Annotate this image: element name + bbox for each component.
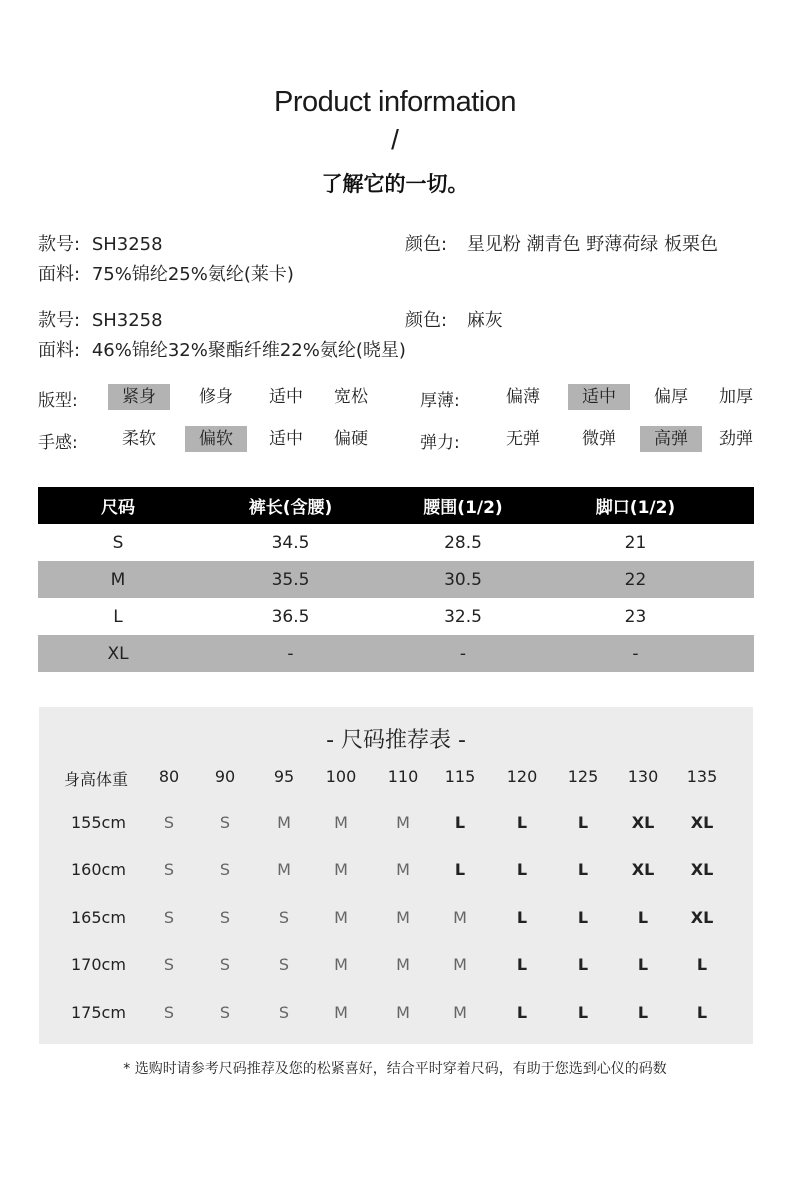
table-cell: 28.5 — [444, 532, 482, 553]
recommended-size-cell: S — [163, 908, 175, 927]
recommended-size-cell: S — [219, 955, 231, 974]
recommendation-title: - 尺码推荐表 - — [326, 728, 466, 753]
table-cell: 21 — [624, 532, 647, 553]
recommended-size-cell: M — [396, 908, 410, 927]
color-value: 星见粉 潮青色 野薄荷绿 板栗色 — [466, 234, 718, 255]
product-1-colors — [405, 230, 718, 256]
recommended-size-cell: L — [637, 955, 649, 974]
weight-header: 135 — [686, 767, 718, 786]
recommended-size-cell: L — [516, 813, 528, 832]
recommended-size-cell: M — [277, 813, 291, 832]
recommended-size-cell: M — [334, 1003, 348, 1022]
recommended-size-cell: M — [396, 1003, 410, 1022]
weight-header: 95 — [273, 767, 295, 786]
fit-label: 版型: — [38, 391, 78, 411]
fit-option: 紧身 — [108, 384, 170, 410]
feel-option: 偏硬 — [334, 429, 368, 449]
recommended-size-cell: S — [219, 908, 231, 927]
recommended-size-cell: S — [219, 813, 231, 832]
column-header: 裤长(含腰) — [248, 498, 333, 518]
recommended-size-cell: M — [453, 908, 467, 927]
size-table — [38, 487, 754, 672]
table-row — [38, 561, 754, 598]
recommended-size-cell: L — [577, 860, 589, 879]
height-label: 170cm — [71, 955, 126, 974]
recommended-size-cell: M — [453, 1003, 467, 1022]
table-cell: 30.5 — [444, 569, 482, 590]
thickness-option: 偏厚 — [654, 387, 688, 407]
footnote: * 选购时请参考尺码推荐及您的松紧喜好，结合平时穿着尺码，有助于您选到心仪的码数 — [123, 1061, 667, 1077]
height-label: 175cm — [71, 1003, 126, 1022]
recommended-size-cell: M — [396, 955, 410, 974]
table-cell: 32.5 — [444, 606, 482, 627]
recommended-size-cell: M — [334, 813, 348, 832]
table-row — [38, 635, 754, 672]
recommended-size-cell: S — [163, 1003, 175, 1022]
fabric-label: 面料: — [38, 264, 81, 285]
elasticity-option: 无弹 — [506, 429, 540, 449]
elasticity-option: 高弹 — [640, 426, 702, 452]
thickness-option: 适中 — [568, 384, 630, 410]
fabric-value: 75%锦纶25%氨纶(莱卡) — [91, 264, 294, 285]
column-header: 尺码 — [101, 498, 135, 518]
recommended-size-cell: L — [577, 813, 589, 832]
recommended-size-cell: L — [696, 955, 708, 974]
size-recommendation-panel — [39, 707, 753, 1044]
recommended-size-cell: M — [453, 955, 467, 974]
page-title: Product information — [274, 86, 516, 118]
recommended-size-cell: M — [334, 955, 348, 974]
weight-header: 115 — [444, 767, 476, 786]
table-cell: 23 — [624, 606, 647, 627]
recommended-size-cell: M — [334, 860, 348, 879]
elasticity-option: 微弹 — [582, 429, 616, 449]
elasticity-label: 弹力: — [420, 433, 460, 453]
recommended-size-cell: XL — [690, 860, 714, 879]
product-1-fabric — [38, 260, 294, 286]
recommended-size-cell: S — [163, 955, 175, 974]
fit-option: 修身 — [199, 387, 233, 407]
elasticity-option: 劲弹 — [719, 429, 753, 449]
model-label: 款号: — [38, 310, 81, 331]
feel-label: 手感: — [38, 433, 78, 453]
page-subtitle: 了解它的一切。 — [321, 172, 469, 196]
recommended-size-cell: L — [696, 1003, 708, 1022]
recommended-size-cell: S — [278, 1003, 290, 1022]
recommended-size-cell: L — [454, 860, 466, 879]
recommended-size-cell: S — [163, 813, 175, 832]
fabric-value: 46%锦纶32%聚酯纤维22%氨纶(晓星) — [91, 340, 406, 361]
product-2-fabric — [38, 336, 406, 362]
weight-header: 130 — [627, 767, 659, 786]
recommended-size-cell: S — [278, 908, 290, 927]
height-label: 165cm — [71, 908, 126, 927]
table-row — [38, 524, 754, 561]
table-cell: S — [112, 532, 124, 553]
fabric-label: 面料: — [38, 340, 81, 361]
recommended-size-cell: XL — [690, 908, 714, 927]
thickness-label: 厚薄: — [420, 391, 460, 411]
recommended-size-cell: S — [219, 860, 231, 879]
table-cell: - — [287, 643, 294, 664]
table-row — [38, 598, 754, 635]
table-cell: 35.5 — [271, 569, 310, 590]
recommended-size-cell: L — [637, 1003, 649, 1022]
model-value: SH3258 — [91, 310, 163, 331]
table-cell: - — [459, 643, 467, 664]
column-header: 脚口(1/2) — [595, 498, 676, 518]
fit-option: 宽松 — [334, 387, 368, 407]
recommended-size-cell: L — [577, 908, 589, 927]
table-cell: - — [632, 643, 639, 664]
recommended-size-cell: M — [396, 860, 410, 879]
thickness-option: 偏薄 — [506, 387, 540, 407]
weight-header: 110 — [387, 767, 419, 786]
height-weight-corner-label: 身高体重 — [64, 770, 129, 789]
recommended-size-cell: L — [516, 908, 528, 927]
color-label: 颜色: — [405, 310, 448, 331]
weight-header: 80 — [158, 767, 180, 786]
thickness-option: 加厚 — [719, 387, 753, 407]
recommended-size-cell: S — [163, 860, 175, 879]
recommended-size-cell: L — [454, 813, 466, 832]
title-divider: / — [391, 124, 399, 155]
recommended-size-cell: L — [577, 955, 589, 974]
recommended-size-cell: L — [516, 1003, 528, 1022]
recommended-size-cell: XL — [631, 813, 655, 832]
size-table-header — [38, 487, 754, 524]
recommended-size-cell: S — [278, 955, 290, 974]
table-cell: XL — [107, 643, 129, 664]
table-cell: 34.5 — [271, 532, 310, 553]
recommended-size-cell: L — [516, 860, 528, 879]
table-cell: 36.5 — [271, 606, 310, 627]
recommended-size-cell: L — [516, 955, 528, 974]
model-value: SH3258 — [91, 234, 163, 255]
height-label: 155cm — [71, 813, 126, 832]
weight-header: 120 — [506, 767, 538, 786]
recommended-size-cell: XL — [690, 813, 714, 832]
recommended-size-cell: L — [637, 908, 649, 927]
product-2-colors — [405, 306, 503, 332]
table-cell: L — [113, 606, 123, 627]
weight-header: 100 — [325, 767, 357, 786]
feel-option: 柔软 — [122, 429, 156, 449]
recommended-size-cell: XL — [631, 860, 655, 879]
column-header: 腰围(1/2) — [423, 498, 503, 518]
feel-option: 适中 — [269, 429, 303, 449]
recommended-size-cell: S — [219, 1003, 231, 1022]
color-value: 麻灰 — [466, 310, 503, 331]
product-2-model — [38, 306, 163, 332]
recommended-size-cell: M — [334, 908, 348, 927]
table-cell: 22 — [624, 569, 647, 590]
product-1-model — [38, 230, 163, 256]
recommended-size-cell: M — [277, 860, 291, 879]
color-label: 颜色: — [405, 234, 448, 255]
weight-header: 90 — [214, 767, 236, 786]
model-label: 款号: — [38, 234, 81, 255]
fit-option: 适中 — [269, 387, 303, 407]
recommended-size-cell: L — [577, 1003, 589, 1022]
recommended-size-cell: M — [396, 813, 410, 832]
height-label: 160cm — [71, 860, 126, 879]
weight-header: 125 — [567, 767, 599, 786]
feel-option: 偏软 — [185, 426, 247, 452]
table-cell: M — [110, 569, 126, 590]
